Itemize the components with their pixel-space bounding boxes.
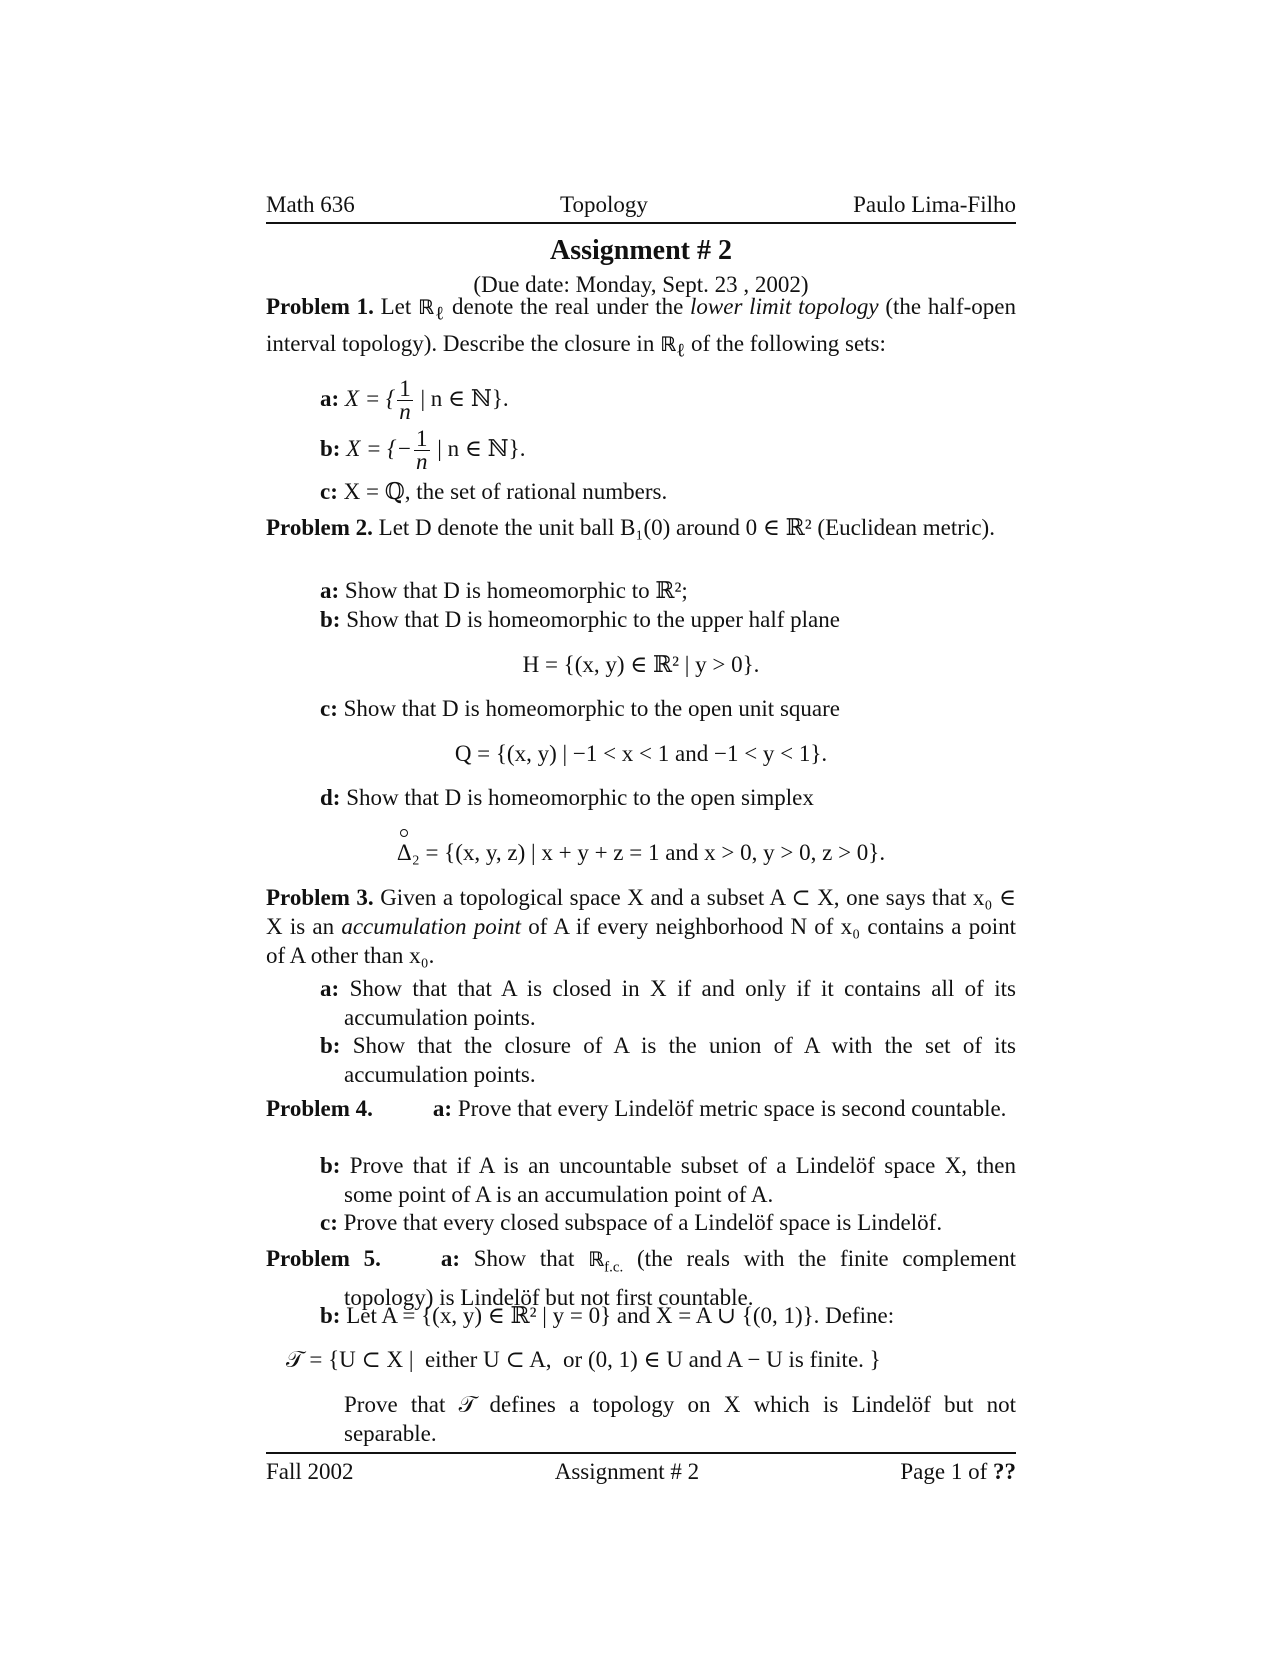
reals-symbol: ℝ [418, 295, 435, 319]
equation-topology-definition: 𝒯 = {U ⊂ X | either U ⊂ A, or (0, 1) ∈ U and A − U is finite. } [286, 1347, 881, 1372]
problem-4b: b: Prove that if A is an uncountable subset of a Lindelöf space X, then some point of A is an accumulation point of A. [320, 1153, 1016, 1207]
page-footer [266, 1452, 1016, 1486]
instructor-name: Paulo Lima-Filho [853, 192, 1016, 217]
problem-1-statement: Problem 1. Let ℝ$_\ell$ denote the real under the lower limit topology (the half-open interval topology). Describe the closure in ℝ$_\ell$ of the following sets: [266, 294, 1016, 362]
footer-page-number: Page 1 of ?? [900, 1459, 1016, 1484]
problem-5-label: Problem 5. [266, 1246, 381, 1271]
fraction: $\frac{1}{n}$ [416, 426, 428, 474]
problem-3-label: Problem 3. [266, 885, 374, 910]
emphasis-text: lower limit topology [690, 294, 879, 319]
problem-1-label: Problem 1. [266, 294, 374, 319]
problem-1b: b: X = {− $\frac{1}{n}$ | n ∈ ℕ}. [320, 426, 526, 474]
footer-title: Assignment # 2 [554, 1459, 700, 1484]
problem-5b: b: Let A = {(x, y) ∈ ℝ² | y = 0} and X = A ∪ {(0, 1)}. Define: [320, 1303, 895, 1328]
problem-5a: Problem 5. a: Show that ℝ$_{f.c.}$ (the reals with the finite complement topology) is Lindelöf but not first countable. [266, 1246, 1017, 1310]
problem-4a: Problem 4. a: Prove that every Lindelöf metric space is second countable. [266, 1096, 1007, 1121]
equation-upper-half-plane: H = {(x, y) ∈ ℝ² | y > 0}. [522, 652, 760, 677]
simplex-symbol: Δ [396, 840, 412, 865]
problem-4c: c: Prove that every closed subspace of a Lindelöf space is Lindelöf. [320, 1210, 943, 1235]
problem-5b-conclusion: Prove that 𝒯 defines a topology on X which is Lindelöf but not separable. [344, 1392, 1016, 1446]
course-number: Math 636 [266, 192, 355, 217]
equation-open-simplex: Δ₂ = {(x, y, z) | x + y + z = 1 and x > 0, y > 0, z > 0}. [396, 840, 886, 865]
page-header [266, 194, 1016, 224]
problem-2c: c: Show that D is homeomorphic to the open unit square [320, 696, 840, 721]
problem-3-statement: Problem 3. Given a topological space X and a subset A ⊂ X, one says that x₀ ∈ X is an accumulation point of A if every neighborhood N of x₀ contains a point of A other than x₀. [266, 885, 1016, 968]
due-date: (Due date: Monday, Sept. 23 , 2002) [473, 272, 809, 297]
problem-2d: d: Show that D is homeomorphic to the open simplex [320, 785, 814, 810]
reals-symbol: ℝ [588, 1247, 605, 1271]
problem-3b: b: Show that the closure of A is the union of A with the set of its accumulation points. [320, 1033, 1016, 1087]
fraction: $\frac{1}{n}$ [399, 376, 411, 424]
document-page [266, 0, 1016, 1656]
problem-1c: c: X = ℚ, the set of rational numbers. [320, 479, 668, 504]
assignment-title: Assignment # 2 [549, 235, 732, 266]
problem-2-statement: Problem 2. Let D denote the unit ball B₁(0) around 0 ∈ ℝ² (Euclidean metric). [266, 515, 995, 540]
problem-2b: b: Show that D is homeomorphic to the upper half plane [320, 607, 840, 632]
emphasis-text: accumulation point [341, 914, 522, 939]
footer-term: Fall 2002 [266, 1459, 354, 1484]
equation-unit-square: Q = {(x, y) | −1 < x < 1 and −1 < y < 1}. [454, 741, 828, 766]
problem-2a: a: Show that D is homeomorphic to ℝ²; [320, 578, 688, 603]
problem-3a: a: Show that that A is closed in X if and only if it contains all of its accumulation points. [320, 976, 1016, 1030]
problem-4-label: Problem 4. [266, 1096, 373, 1121]
problem-2-label: Problem 2. [266, 515, 373, 540]
problem-1a: a: X = { $\frac{1}{n}$ | n ∈ ℕ}. [320, 376, 509, 424]
course-subject: Topology [560, 192, 648, 217]
